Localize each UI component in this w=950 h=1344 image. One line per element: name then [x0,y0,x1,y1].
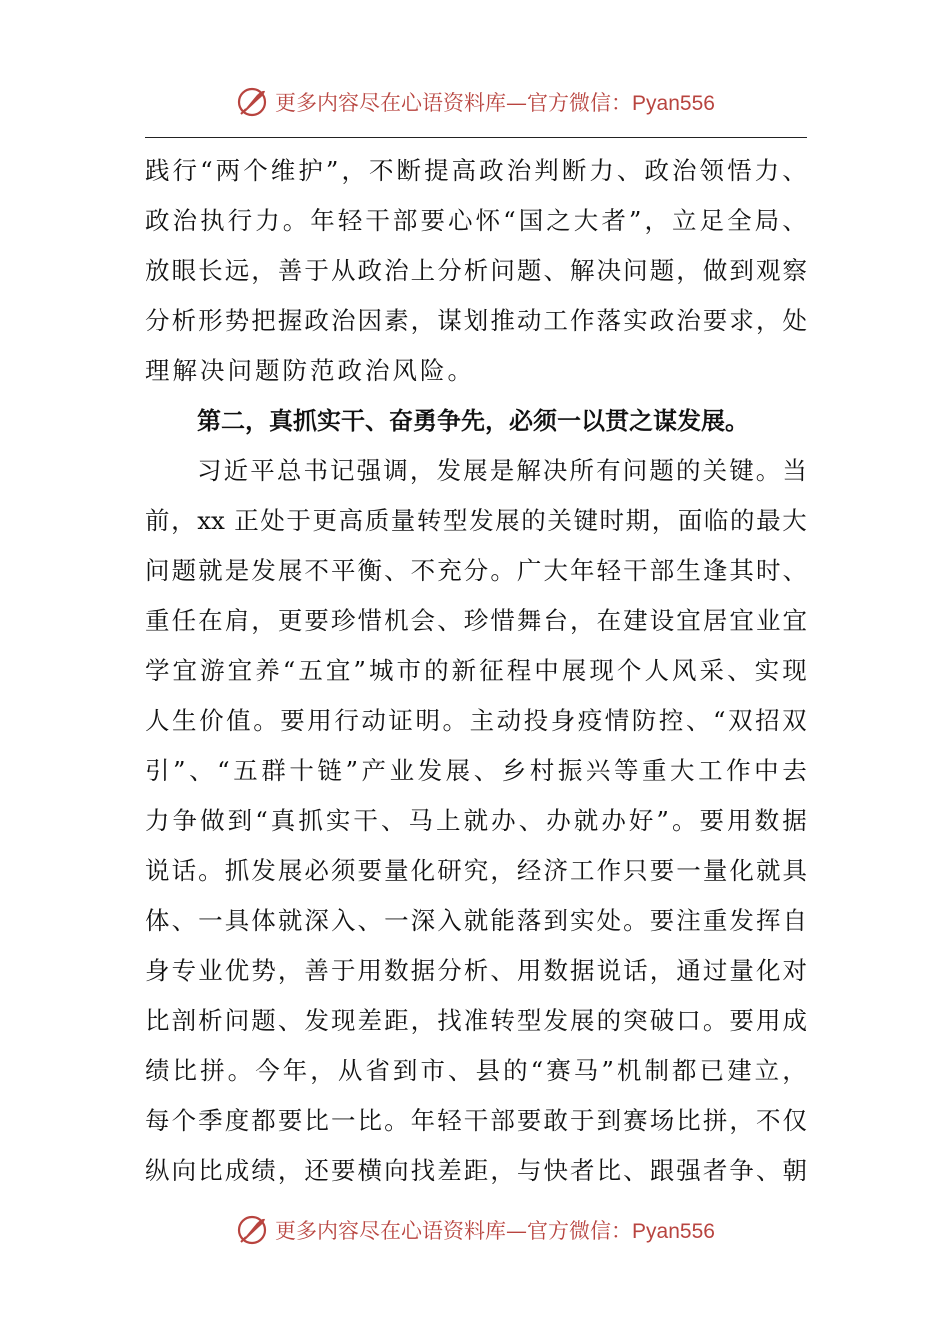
text-line: 人 生 价 值 。 要 用 行 动 证 明 。 主 动 投 身 疫 情 防 控 、 “ 双 招 双 [145,706,807,735]
header-rule [145,137,807,138]
quill-logo-icon [235,1213,269,1247]
text-line: 前 ， xx 正 处 于 更 高 质 量 转 型 发 展 的 关 键 时 期 ， 面 临 的 最 大 [145,506,807,535]
text-line: 问 题 就 是 发 展 不 平 衡 、 不 充 分 。 广 大 年 轻 干 部 生 逢 其 时 、 [145,556,807,585]
text-line: 学 宜 游 宜 养 “ 五 宜 ” 城 市 的 新 征 程 中 展 现 个 人 风 采 、 实 现 [145,656,807,685]
text-line: 绩 比 拼 。 今 年 ， 从 省 到 市 、 县 的 “ 赛 马 ” 机 制 都 已 建 立 ， [145,1056,807,1085]
wechat-label: 官方微信： [527,91,633,115]
text-line: 分 析 形 势 把 握 政 治 因 素 ， 谋 划 推 动 工 作 落 实 政 治 要 求 ， 处 [145,306,807,335]
text-line: 体 、 一 具 体 就 深 入 、 一 深 入 就 能 落 到 实 处 。 要 注 重 发 挥 自 [145,906,807,935]
text-line: 践 行 “ 两 个 维 护 ” ， 不 断 提 高 政 治 判 断 力 、 政 治 领 悟 力 、 [145,156,807,185]
wechat-id: Pyan556 [632,92,715,115]
header-banner [0,82,950,122]
text-line: 引 ” 、 “ 五 群 十 链 ” 产 业 发 展 、 乡 村 振 兴 等 重 大 工 作 中 去 [145,756,807,785]
text-line: 每 个 季 度 都 要 比 一 比 。 年 轻 干 部 要 敢 于 到 赛 场 比 拼 ， 不 仅 [145,1106,807,1135]
footer-banner [0,1210,950,1250]
section-heading: 第二，真抓实干、奋勇争先，必须一以贯之谋发展。 [197,407,749,435]
banner-text [275,87,715,117]
text-line: 政 治 执 行 力 。 年 轻 干 部 要 心 怀 “ 国 之 大 者 ” ， 立 足 全 局 、 [145,206,807,235]
text-line: 身 专 业 优 势 ， 善 于 用 数 据 分 析 、 用 数 据 说 话 ， 通 过 量 化 对 [145,956,807,985]
wechat-id: Pyan556 [632,1220,715,1243]
text-line: 说 话 。 抓 发 展 必 须 要 量 化 研 究 ， 经 济 工 作 只 要 一 量 化 就 具 [145,856,807,885]
text-line: 纵 向 比 成 绩 ， 还 要 横 向 找 差 距 ， 与 快 者 比 、 跟 强 者 争 、 朝 [145,1156,807,1185]
banner-dash: — [506,91,528,115]
text-line: 习 近 平 总 书 记 强 调 ， 发 展 是 解 决 所 有 问 题 的 关 键 。 当 [197,456,807,485]
banner-dash: — [506,1219,528,1243]
document-body [145,146,807,1196]
text-line: 放 眼 长 远 ， 善 于 从 政 治 上 分 析 问 题 、 解 决 问 题 ， 做 到 观 察 [145,256,807,285]
brand-text: 更多内容尽在心语资料库 [275,91,507,115]
banner-text [275,1215,715,1245]
text-line: 力 争 做 到 “ 真 抓 实 干 、 马 上 就 办 、 办 就 办 好 ” 。 要 用 数 据 [145,806,807,835]
text-line: 重 任 在 肩 ， 更 要 珍 惜 机 会 、 珍 惜 舞 台 ， 在 建 设 宜 居 宜 业 宜 [145,606,807,635]
quill-logo-icon [235,85,269,119]
brand-text: 更多内容尽在心语资料库 [275,1219,507,1243]
text-line: 理解决问题防范政治风险。 [145,356,475,385]
wechat-label: 官方微信： [527,1219,633,1243]
text-line: 比 剖 析 问 题 、 发 现 差 距 ， 找 准 转 型 发 展 的 突 破 口 。 要 用 成 [145,1006,807,1035]
